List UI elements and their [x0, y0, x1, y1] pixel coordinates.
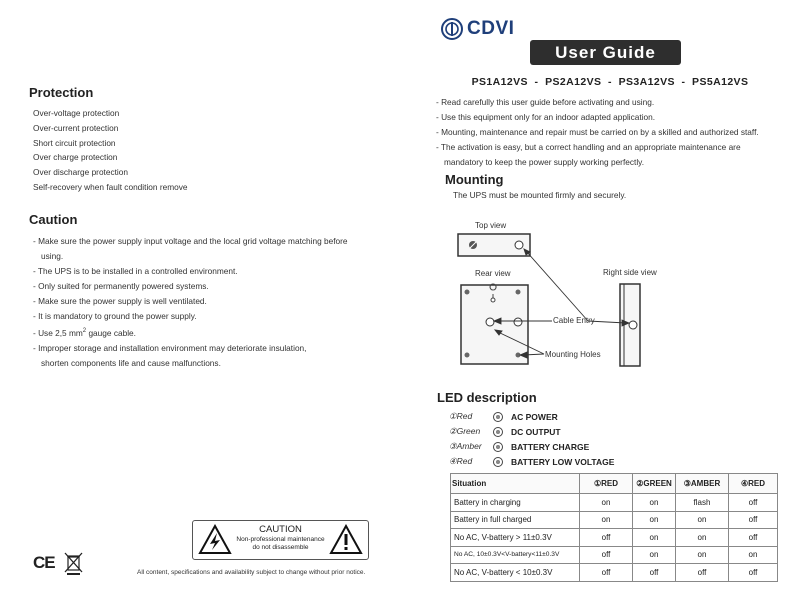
caution-item-text: - Improper storage and installation environment may deteriorate insulation,: [33, 342, 307, 353]
caution-item-text: - Only suited for permanently powered systems.: [33, 281, 209, 291]
led-state-cell: on: [676, 546, 729, 564]
caution-item-text: - The UPS is to be installed in a controlled environment.: [33, 266, 238, 276]
caution-item-superscript: 2: [82, 328, 87, 334]
caution-item-text: - Make sure the power supply is well ventilated.: [33, 296, 207, 306]
protection-list: [33, 106, 188, 195]
intro-item-text: - Read carefully this user guide before activating and using.: [436, 97, 655, 107]
user-guide-banner: User Guide: [530, 40, 681, 65]
situation-cell: No AC, 10±0.3V<V-battery<11±0.3V: [451, 546, 580, 564]
led-number: ②Green: [449, 426, 481, 436]
right-view-label: Right side view: [603, 268, 657, 277]
mounting-diagram: [440, 228, 680, 373]
table-row: [451, 494, 778, 512]
caution-item: [33, 294, 348, 309]
led-table: [450, 473, 778, 582]
led-indicator-icon: [493, 442, 503, 452]
ce-mark: CE: [33, 553, 55, 572]
led-function: DC OUTPUT: [511, 426, 561, 437]
led-state-cell: off: [729, 564, 778, 582]
cable-entry-label: Cable Entry: [553, 316, 595, 325]
caution-title: Caution: [29, 212, 78, 227]
intro-item-text: - Mounting, maintenance and repair must be carried on by a skilled and authorized staff.: [436, 127, 759, 137]
led-state-cell: on: [633, 494, 676, 512]
cdvi-logo: [441, 18, 514, 40]
led-state-cell: on: [580, 511, 633, 529]
led-number: ③Amber: [449, 441, 482, 451]
table-row: [451, 546, 778, 564]
table-row: [451, 529, 778, 547]
rear-view-drawing: [461, 284, 528, 364]
protection-item: Over-voltage protection: [33, 108, 120, 118]
footer-note: All content, specifications and availability subject to change without prior notice.: [137, 569, 366, 576]
intro-item-text: - Use this equipment only for an indoor adapted application.: [436, 112, 656, 122]
table-row: [451, 511, 778, 529]
led-state-cell: on: [676, 511, 729, 529]
caution-item-text: - Use 2,5 mm: [33, 327, 83, 338]
protection-item: Over-current protection: [33, 122, 119, 133]
caution-item-text: - Make sure the power supply input voltage and the local grid voltage matching before: [33, 236, 348, 246]
led-legend-item: [449, 439, 614, 454]
protection-item: Over charge protection: [33, 152, 118, 163]
led-state-cell: on: [633, 511, 676, 529]
model-list: PS1A12VS - PS2A12VS - PS3A12VS - PS5A12VS: [471, 76, 749, 88]
led-number: ④Red: [449, 456, 473, 466]
led-indicator-icon: [493, 427, 503, 437]
led-state-cell: on: [580, 494, 633, 512]
rear-view-label: Rear view: [475, 269, 511, 278]
situation-cell: No AC, V-battery < 10±0.3V: [451, 564, 580, 582]
situation-cell: No AC, V-battery > 11±0.3V: [451, 529, 580, 547]
caution-item-continuation: shorten components life and cause malfunctions.: [41, 357, 221, 368]
intro-item-continuation: mandatory to keep the power supply working perfectly.: [444, 157, 644, 167]
led-table-header: ③AMBER: [676, 474, 729, 494]
led-indicator-icon: [493, 412, 503, 422]
led-title: LED description: [437, 390, 537, 405]
led-state-cell: on: [633, 546, 676, 564]
intro-item: [436, 125, 759, 140]
caution-item: [33, 264, 348, 279]
weee-bin-icon: [64, 552, 84, 576]
caution-item-text-after: gauge cable.: [86, 327, 136, 338]
led-function: AC POWER: [511, 411, 558, 422]
top-view-label: Top view: [475, 221, 507, 230]
caution-box-line1: Non-professional maintenance: [236, 536, 325, 543]
led-indicator-icon: [493, 457, 503, 467]
led-state-cell: off: [580, 546, 633, 564]
top-view-drawing: [458, 234, 530, 256]
protection-item: Self-recovery when fault condition remove: [33, 181, 188, 192]
caution-item: [33, 341, 348, 371]
caution-list: [33, 234, 348, 371]
led-state-cell: off: [633, 564, 676, 582]
led-table-header: ①RED: [580, 474, 633, 494]
caution-item-continuation: using.: [41, 251, 64, 261]
caution-item-text: - It is mandatory to ground the power supply.: [33, 311, 197, 321]
led-legend-item: [449, 409, 614, 424]
brand-name: CDVI: [467, 18, 515, 39]
led-table-header: ④RED: [729, 474, 778, 494]
caution-box-title: CAUTION: [259, 524, 302, 535]
protection-item: Short circuit protection: [33, 137, 116, 148]
mounting-text: The UPS must be mounted firmly and securely.: [453, 190, 627, 200]
caution-warning-box: [192, 520, 369, 560]
protection-title: Protection: [29, 85, 94, 100]
led-state-cell: flash: [676, 494, 729, 512]
led-number: ①Red: [449, 411, 473, 421]
led-legend-item: [449, 454, 614, 469]
caution-item: [33, 279, 348, 294]
led-state-cell: on: [633, 529, 676, 547]
led-state-cell: off: [729, 529, 778, 547]
situation-cell: Battery in charging: [451, 494, 580, 512]
caution-item: [33, 324, 348, 341]
intro-item: [436, 110, 759, 125]
led-state-cell: off: [676, 564, 729, 582]
caution-item: [33, 234, 348, 264]
led-state-cell: off: [729, 511, 778, 529]
mounting-holes-label: Mounting Holes: [545, 350, 601, 359]
led-state-cell: on: [729, 546, 778, 564]
intro-item-text: - The activation is easy, but a correct handling and an appropriate maintenance are: [436, 142, 741, 152]
led-state-cell: off: [729, 494, 778, 512]
led-table-header: ②GREEN: [633, 474, 676, 494]
led-legend-item: [449, 424, 614, 439]
led-table-wrapper: [450, 473, 778, 582]
mounting-title: Mounting: [445, 172, 504, 187]
caution-item: [33, 309, 348, 324]
intro-item: [436, 140, 759, 170]
led-legend: [449, 409, 614, 469]
caution-box-line2: do not disassemble: [252, 544, 309, 551]
led-state-cell: on: [676, 529, 729, 547]
led-function: BATTERY CHARGE: [511, 441, 590, 452]
intro-item: [436, 95, 759, 110]
intro-list: [436, 95, 759, 170]
cdvi-logo-icon: [441, 18, 463, 40]
led-function: BATTERY LOW VOLTAGE: [511, 456, 615, 467]
led-state-cell: off: [580, 564, 633, 582]
situation-cell: Battery in full charged: [451, 511, 580, 529]
protection-item: Over discharge protection: [33, 167, 129, 178]
table-row: [451, 564, 778, 582]
led-table-header: Situation: [451, 474, 580, 494]
led-state-cell: off: [580, 529, 633, 547]
